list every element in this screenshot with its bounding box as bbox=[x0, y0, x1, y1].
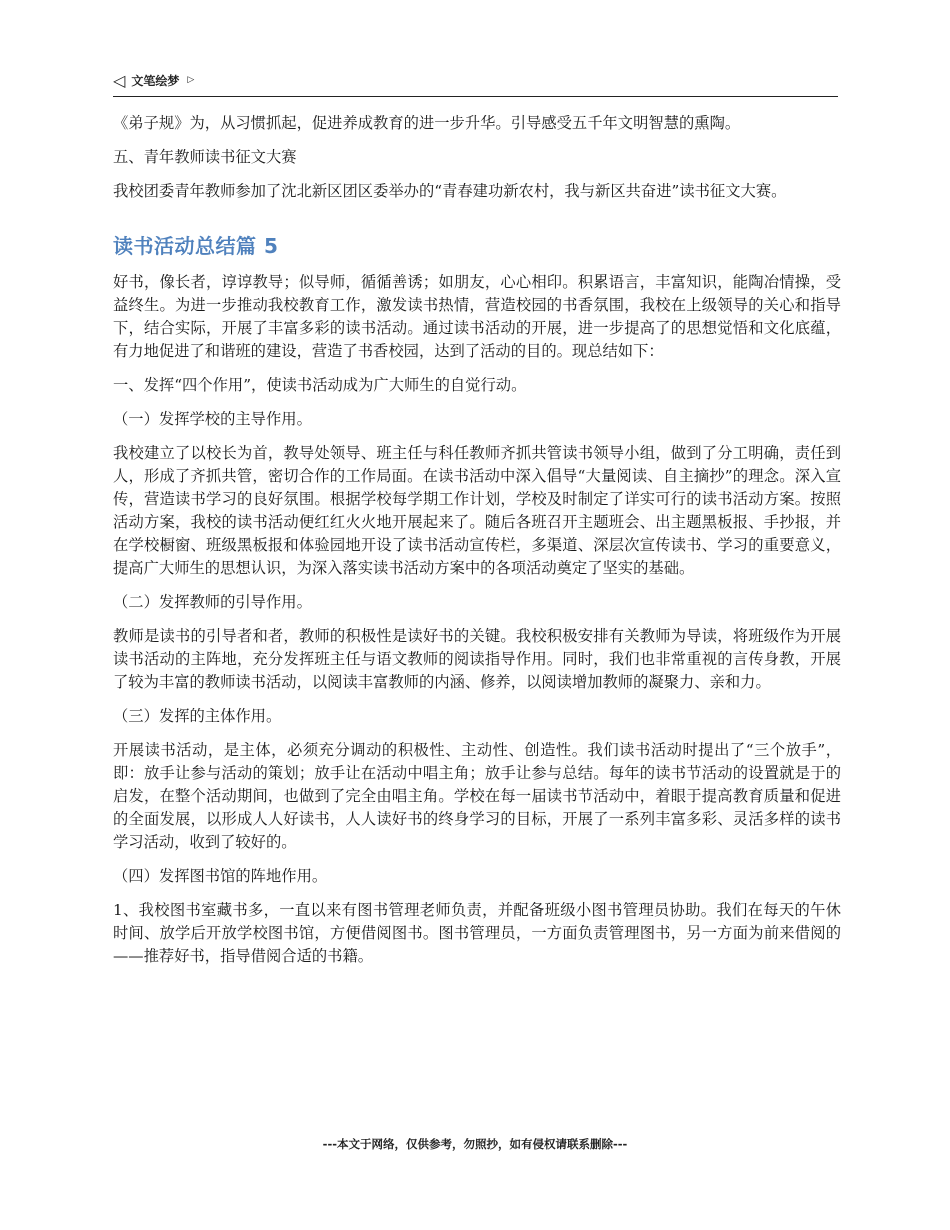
section-heading: 读书活动总结篇 5 bbox=[113, 234, 279, 258]
paragraph: 教师是读书的引导者和者，教师的积极性是读好书的关键。我校积极安排有关教师为导读，将班级作为开展读书活动的主阵地，充分发挥班主任与语文教师的阅读指导作用。同时，我们也非常重视的言传身教，开展了较为丰富的教师读书活动，以阅读丰富教师的内涵、修养，以阅读增加教师的凝聚力、亲和力。 bbox=[113, 627, 841, 691]
section-subheading: 一、发挥“四个作用”，使读书活动成为广大师生的自觉行动。 bbox=[113, 376, 527, 394]
brand-label: 文笔绘梦 bbox=[131, 74, 180, 88]
paragraph: 1、我校图书室藏书多，一直以来有图书管理老师负责，并配备班级小图书管理员协助。我们在每天的午休时间、放学后开放学校图书馆，方便借阅图书。图书管理员，一方面负责管理图书，另一方面为前来借阅的——推荐好书，指导借阅合适的书籍。 bbox=[113, 901, 841, 965]
document-body bbox=[113, 112, 841, 979]
paragraph: 开展读书活动，是主体，必须充分调动的积极性、主动性、创造性。我们读书活动时提出了“三个放手”，即：放手让参与活动的策划；放手让在活动中唱主角；放手让参与总结。每年的读书节活动的设置就是于的启发，在整个活动期间，也做到了完全由唱主角。学校在每一届读书节活动中，着眼于提高教育质量和促进的全面发展，以形成人人好读书，人人读好书的终身学习的目标，开展了一系列丰富多彩、灵活多样的读书学习活动，收到了较好的。 bbox=[113, 741, 841, 851]
paragraph: 《弟子规》为，从习惯抓起，促进养成教育的进一步升华。引导感受五千年文明智慧的熏陶。 bbox=[113, 114, 741, 132]
section-subheading: （四）发挥图书馆的阵地作用。 bbox=[113, 867, 328, 885]
section-subheading: 五、青年教师读书征文大赛 bbox=[113, 148, 297, 166]
section-subheading: （三）发挥的主体作用。 bbox=[113, 707, 282, 725]
brand bbox=[113, 72, 194, 89]
triangle-right-icon: ▷ bbox=[187, 75, 195, 85]
page-header bbox=[113, 72, 838, 97]
section-subheading: （二）发挥教师的引导作用。 bbox=[113, 593, 312, 611]
paragraph: 好书，像长者，谆谆教导；似导师，循循善诱；如朋友，心心相印。积累语言，丰富知识，能陶冶情操，受益终生。为进一步推动我校教育工作，激发读书热情，营造校园的书香氛围，我校在上级领导的关心和指导下，结合实际，开展了丰富多彩的读书活动。通过读书活动的开展，进一步提高了的思想觉悟和文化底蕴，有力地促进了和谐班的建设，营造了书香校园，达到了活动的目的。现总结如下： bbox=[113, 273, 841, 360]
triangle-left-icon: ◁ bbox=[113, 70, 126, 90]
page-footer: ---本文于网络，仅供参考，勿照抄，如有侵权请联系删除--- bbox=[322, 1137, 628, 1151]
paragraph: 我校建立了以校长为首，教导处领导、班主任与科任教师齐抓共管读书领导小组，做到了分工明确，责任到人，形成了齐抓共管，密切合作的工作局面。在读书活动中深入倡导“大量阅读、自主摘抄”的理念。深入宣传，营造读书学习的良好氛围。根据学校每学期工作计划，学校及时制定了详实可行的读书活动方案。按照活动方案，我校的读书活动便红红火火地开展起来了。随后各班召开主题班会、出主题黑板报、手抄报，并在学校橱窗、班级黑板报和体验园地开设了读书活动宣传栏，多渠道、深层次宣传读书、学习的重要意义，提高广大师生的思想认识，为深入落实读书活动方案中的各项活动奠定了坚实的基础。 bbox=[113, 444, 841, 577]
section-subheading: （一）发挥学校的主导作用。 bbox=[113, 410, 312, 428]
paragraph: 我校团委青年教师参加了沈北新区团区委举办的“青春建功新农村，我与新区共奋进”读书征文大赛。 bbox=[113, 182, 787, 200]
